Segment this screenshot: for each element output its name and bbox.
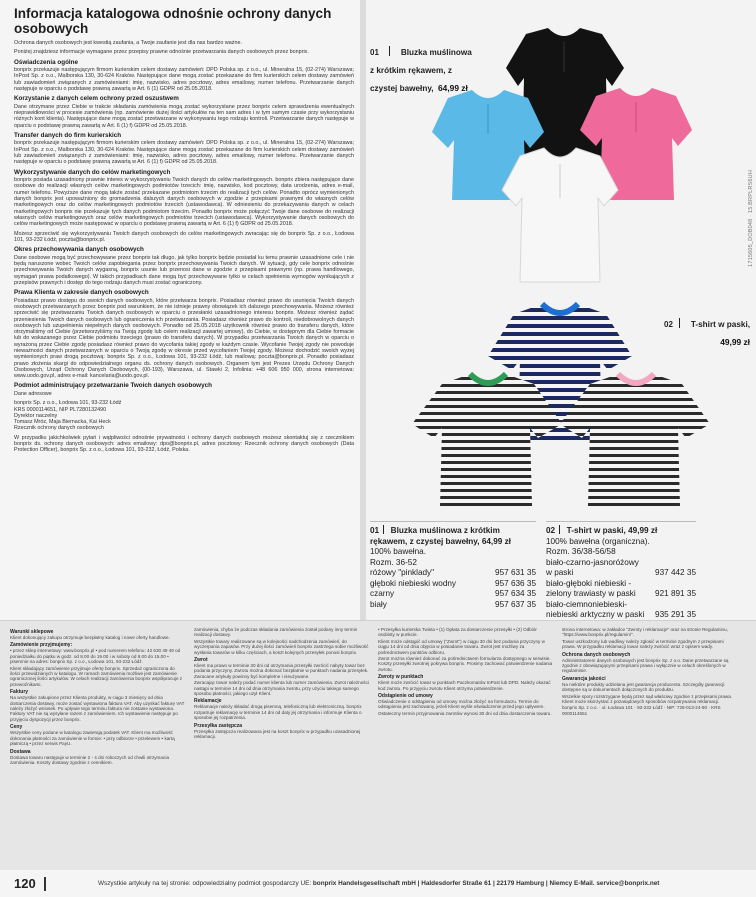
section-heading: Prawa Klienta w zakresie danych osobowych [14,289,149,297]
terms-heading: Zamówienie przyjmujemy: [10,642,73,649]
variant-code: 957 631 35 [495,568,536,577]
variant-code: 957 634 35 [495,589,536,598]
terms-text: Klient może odstąpić od umowy ("Zwrot") w ciągu 30 dni bez podania przyczyny w ciągu 14 dni od dnia objęcia w posiadanie towaru. Zwrot jest możliwy za pośrednictwem punktów odbioru. [378,638,545,655]
variant-name: biało-czarno-jasnoróżowy w paski [546,557,639,577]
terms-text: Administratorem danych osobowych jest bonprix Sp. z o.o. Dane przetwarzane są zgodnie z obowiązującymi przepisami prawa i wyłącznie w celach określonych w regulaminie. [562,657,729,674]
terms-text: Klient składający zamówienie przyjmuje ofertę bonprix. Sprzedaż ograniczona do ilości przewidzianych w katalogu. W ramach zamówienia możliwe jest zamówienie ograniczonej ilości artykułów. W celach realizacji zamówienia bonprix współpracuje z przewoźnikami. [10,665,183,687]
detail-1-number: 01 [370,526,380,535]
terms-band [0,620,756,870]
terms-text: Dostawa towaru następuje w terminie 2 - 4 dni roboczych od chwili otrzymania zamówienia. Koszty dostawy zgodnie z cennikiem. [10,754,170,765]
variant-code: 935 291 35 [655,610,696,619]
variant-name: biały [370,599,387,609]
section-heading: Wykorzystywanie danych do celów marketingowych [14,168,171,176]
variant-row [546,600,696,621]
terms-heading: Warunki sklepowe [10,629,54,635]
closing-paragraph: W przypadku jakichkolwiek pytań i wątpliwości odnośnie prywatności i ochrony danych osobowych możesz skontaktuj się z rzecznikiem bonprix ds. ochrony danych osobowych: adres emailowy: dpo@bonprix.pl, adres pocztowy: Rzecznik ochrony danych osobowych (Data Protection Officer), bonprix Sp. z o.o., Łodowa 101, 93-232, Łódź, Polska. [14,434,354,454]
section-heading: Okres przechowywania danych osobowych [14,246,144,254]
detail-2-number: 02 [546,526,556,535]
terms-text: Na wszystkie zakupione przez Klienta produkty, w ciągu 3 miesięcy od dnia dostarczenia dostawy, może zostać wystawiona faktura VAT. Aby uzyskać fakturę VAT należy złożyć wniosek. Po upływie tego terminu faktura nie zostanie wystawiona. Faktury VAT nie są wysyłane razem z zamówieniem. Ich wystawienie następuje po przyjęciu dyspozycji przez bonprix. [10,695,185,722]
terms-text: Klient ma prawo w terminie 30 dni od otrzymania przesyłki zwrócić nabyty towar bez podania przyczyny. Zwrotu można dokonać bezpłatnie w punktach nadania przesyłek. Zwracane artykuły powinny być kompletne i nieużywane. [194,663,369,679]
detail-2-material: 100% bawełna (organiczna). [546,536,650,546]
terms-text: Klient może zwrócić towar w punktach Paczkomatów InPost lub DPD. Należy okazać kod zwrotu. Po przyjęciu zwrotu Klient otrzyma potwierdzenie. [378,680,551,691]
terms-heading: Gwarancja jakości [562,675,606,682]
product-1-details [370,521,536,610]
terms-text: • przez sklep internetowy: www.bonprix.pl • pod numerem telefonu: 42 630 49 49 od poniedziałku do piątku w godz. od 8.00 do 19.00 i w soboty od 9.00 do 15.00 • pisemnie na adres: bonprix Sp. z o.o., Łodowa 101, 93-232 Łódź. [10,648,181,665]
variant-code: 937 442 35 [655,568,696,577]
terms-column-2 [194,627,370,863]
variant-code: 957 637 35 [495,599,536,609]
variant-name: różowy "pinklady" [370,568,435,577]
variant-row [370,579,536,590]
product-2-details [546,521,696,621]
terms-text: Ostateczny termin przyjmowania zwrotów wynosi 30 dni od dnia dostarczenia towaru. [378,710,552,716]
terms-text: Wszystkie towary realizowane są w kolejności nadchodzenia zamówień, do wyczerpania zapasów. Przy dużej ilości zamówień bonprix zastrzega sobie możliwość wysłania towarów w kilku częściach, a koszt kolejnych przesyłek ponosi bonprix. [194,638,369,655]
terms-heading: Zwroty w punktach [378,674,424,681]
terms-column-4 [562,627,738,863]
variant-row [370,568,536,579]
footer-legal-text [98,880,659,887]
product-2-name: T-shirt w paski, [690,320,750,329]
terms-text: Zwracając towar należy podać numer klienta lub numer zamówienia. Zwrot należności nastąpi w terminie 14 dni od dnia otrzymania zwrotu, przy użyciu takiego samego sposobu płatności, jakiego użył Klient. [194,680,369,697]
detail-1-material: 100% bawełna. [370,547,426,556]
section-text: Dane adresowe [14,390,52,397]
intro-paragraph: Poniżej znajdziesz informacje wymagane przez przepisy prawne odnośnie przetwarzania danych osobowych przez bonprix. [14,49,309,56]
intro-paragraph: Ochrona danych osobowych jest kwestią zaufania, a Twoje zaufanie jest dla nas bardzo ważne. [14,40,242,46]
detail-1-title: Bluzka muślinowa z krótkim rękawem, z czystej bawełny, [370,526,500,546]
product-area [366,0,756,620]
privacy-sections [14,59,354,398]
privacy-info-column [14,6,354,618]
product-1-number: 01 [370,48,379,57]
detail-2-sizes: Rozm. 36/38-56/58 [546,547,616,556]
terms-text: • Przesyłka kurierska Twista • (1) Opłata za dostarczenie przesyłki • (2) Odbiór osobisty w punkcie. [378,627,537,638]
product-2-number: 02 [664,320,673,329]
terms-text: Oświadczenie o odstąpieniu od umowy można złożyć na formularzu. Termin do odstąpienia jest zachowany, jeżeli Klient wyśle oświadczenie przed jego upływem. [378,699,545,710]
section-heading: Korzystanie z danych celem ochrony przed oszustwem [14,95,179,103]
page-footer [0,870,756,897]
terms-column-1 [10,627,186,863]
terms-text: Wszystkie ceny podane w katalogu zawierają podatek VAT. Klient ma możliwość dokonania płatności za zamówienie w formie: • przy odbiorze • przelewem • kartą płatniczą • przez serwis PayU. [10,730,175,747]
section-heading: Oświadczenia ogólne [14,58,79,66]
terms-heading: Zwrot [194,657,208,664]
detail-2-variants [546,558,696,621]
terms-heading: Dostawa [10,748,31,755]
address-line: bonprix Sp. z o.o., Łodowa 101, 93-232 Łódź [14,400,122,407]
section-text: Możesz sprzeciwić się wykorzystywaniu Twoich danych osobowych do celów marketingowych zwracając się do bonprix Sp. z o.o., Łodowa 101, 93-232 Łódź, poczta@bonprix.pl. [14,230,354,243]
variant-row [546,579,696,600]
address-line: Tomasz Mróz, Maja Biernacka, Kai Heck [14,419,111,426]
section-text: Posiadasz prawo dostępu do swoich danych osobowych, które przetwarza bonprix. Posiadasz również prawo do usunięcia Twoich danych osobowych przetwarzanych przez bonprix pod warunkiem, że nie istnieje prawny obowiązek ich dalszego przechowywania. Możesz również sprzeciwić się przetwarzaniu Twoich danych osobowych w oparciu o przesłanki uzasadnionego interesu bonprix. Możesz również żądać przeniesienia Twoich danych osobowych lub ograniczenia ich przetwarzania. Posiadasz również prawo do kontroli, niedobrowolnych danych osobowych lub uzupełnienia niepełnych danych osobowych. Ponadto od 25.05.2018 użytkownik również prawo do transferu danych, które otrzymaliśmy od Ciebie (przetworzyliśmy na Twoją zgodę lub celem realizacji zawartej umowy), do Ciebie, w dostępnym dla Ciebie formacie lub do wskazanego przez Ciebie podmiotu trzeciego (prawo do transferu danych). W przypadku przetwarzania Twoich danych w oparciu o wyrażoną przez Ciebie zgodę posiadasz również prawo do wycofania takiej zgody w każdym czasie. Wycofanie Twojej zgody nie powoduje nieważności danych przetwarzanych w oparciu o Twoją zgodę w okresie przed wycofaniem Twojej zgody. Możesz dochodzić swoich wyżej wymienionych praw drogą pocztową: bonprix Sp. z o.o., Łodowa 101, 93-232 Łódź, lub mailową: poczta@bonprix.pl. Ponadto posiadasz prawo złożenia skargi do odpowiedzialnego organu ds. ochrony danych osobowych. Organem tym jest Prezes Urzędu Ochrony Danych Osobowych, Urząd Ochrony Danych Osobowych, (00-193), Warszawa, ul. Stawki 2, Infolinia: +48 606 950 000, strona internetowa: www.uodo.gov.pl, adres e-mail: kancelaria@uodo.gov.pl. [14,297,354,380]
footer-prefix: Wszystkie artykuły na tej stronie: odpowiedzialny podmiot gospodarczy UE: [98,880,312,887]
address-line: Dyrektor naczelny [14,412,58,419]
terms-heading: Przesyłka zastępcza [194,722,243,729]
terms-text: Przesyłka zastępcza realizowana jest na koszt bonprix w przypadku uzasadnionej reklamacji. [194,728,361,740]
section-heading: Podmiot administrujący przetwarzanie Twoich danych osobowych [14,382,212,390]
blouse-group-image [424,28,694,288]
section-text: Dane otrzymane przez Ciebie w trakcie składania zamówienia mogą zostać wykorzystane przez bonprix celem sprawdzenia ewentualnych nieprawidłowości w procesie zamówienia (np. zamówienie dużej ilości artykułów na ten sam adres i w tym samym czasie przy wykorzystaniu różnych kont klienta). Następujące dane mogą zostać przetwarzane w wykonywaniu tego rodzaju kontroli. Przetwarzanie danych następuje w oparciu o podstawę prawną zawartą w Art. 6 (1) f) GDPR od 25.05.2018. [14,103,354,129]
page-number: 120 [14,876,36,891]
product-1-price: 64,99 zł [438,83,468,93]
section-text: Dane osobowe mogą być przechowywane przez bonprix tak długo, jak tylko bonprix będzie posiadał ku temu prawnie uzasadnione cele i nie będą naruszone wobec Twoich celów zapobiegania przez bonprix przechowywania Twoich danych. W sytuacji, gdy cele bonprix odnośnie przechowywania Twoich danych wygasną, bonprix usunie lub przenosi dane w zgodzie z przepisami prawnymi (np. prawa handlowego, wymagań prawa podatkowego). W takich przypadkach dane mogą być przechowywane tylko w celach spełnienia wymogów wynikających z przepisów prawnych i dostęp do tego rodzaju danych musi zostać ograniczony. [14,254,354,286]
detail-1-sizes: Rozm. 36-52 [370,557,417,567]
terms-heading: Faktury [10,689,29,696]
detail-2-price: 49,99 zł [628,526,658,535]
product-2-price: 49,99 zł [720,337,750,347]
detail-1-variants [370,568,536,610]
variant-name: czarny [370,589,395,598]
variant-name: biało-ciemnoniebieski-niebieski arktyczny w paski [546,599,645,619]
terms-text: Klient dokonujący zakupu otrzymuje bezpłatny katalog i nowe oferty handlowe. [10,635,170,640]
detail-2-title: T-shirt w paski, [566,526,626,535]
terms-text: strona internetowa: w zakładce "Zwroty i reklamacje" oraz na stronie Regulaminu, "https://www.bonprix.pl/regulamin/". [562,627,728,638]
footer-company: bonprix Handelsgesellschaft mbH | Haldesdorfer Straße 61 | 22179 Hamburg | Niemcy E-Mail. service@bonprix.net [312,880,660,887]
page-number-divider [44,877,46,891]
section-heading: Transfer danych do firm kurierskich [14,131,122,139]
tshirt-group-image [410,300,710,510]
terms-text: Na niektóre produkty udzielana jest gwarancja producenta. Szczegóły gwarancji dostępne są w dokumentach dołączonych do produktu. [562,681,725,693]
terms-text: bonprix Sp. z o.o. · ul. Łodowa 101 · 93-232 Łódź · NIP: 728-013-24-90 · KRS 0000114651 [562,705,721,716]
product-1-name: Bluzka muślinowa z krótkim rękawem, z czystej bawełny, [370,48,472,93]
variant-name: biało-głęboki niebieski - zielony trawiasty w paski [546,578,636,598]
terms-text: Wszelkie spory rozstrzygane będą przez sąd właściwy zgodnie z przepisami prawa. Klient może skorzystać z pozasądowych sposobów rozpatrywania reklamacji. [562,693,733,705]
variant-row [370,600,536,611]
terms-heading: Reklamacje [194,698,222,705]
section-text: bonprix przekazuje następującym firmom kurierskim celem dostawy zamówień: DPD Polska sp. z o.o., ul. Mineralna 15, (02-274) Warszawa; InPost Sp. z o.o., Malborska 130, 30-624 Kraków. Następujące dane mogą zostać przekazane do firm kurierskich celem dostawy zamówień lub zawiadomień związanych z zamówieniami: imię, nazwisko, adres pocztowy, adres emailowy, numer telefonu. Przetwarzanie danych następuje w oparciu o podstawę prawną zawartą w Art. 6 (1) GDPR od 25.05.2018. [14,67,354,92]
address-block [14,400,354,431]
terms-text: Zwrot można również dokonać za pośrednictwem formularza dostępnego w serwisie. Koszty przesyłki zwrotnej pokrywa bonprix. Prosimy zachować potwierdzenie nadania zwrotu. [378,656,553,672]
terms-text: Towar uszkodzony lub wadliwy należy zgłosić w terminie zgodnym z przepisami prawa. W przypadku reklamacji towar należy zwrócić wraz z opisem wady. [562,638,724,650]
address-line: KRS 0000114651, NIP PL7280132490 [14,406,107,413]
page-title: Informacja katalogowa odnośnie ochrony danych osobowych [14,6,332,36]
section-text: bonprix posiada uzasadniony prawnie interes w wykorzystywaniu Twoich danych do celów marketingowych. bonprix zbiera następujące dane osobowe do realizacji własnych celów marketingowych podmiotów trzecich: imię, nazwisko, kod pocztowy, data urodzenia, adres e-mail, numer telefonu. Powyższe dane mogą także zostać przekazane podmiotom trzecim do realizacji tych celów. Ponadto oprócz wymienionych danych bonprix jest upoważniony do gromadzenia dalszych danych osobowych w zgodzie z przepisami prawnymi do własnych celów marketingowych oraz do celów marketingowych podmiotów trzecich (ustawodawca). W odniesieniu do przekazywania danych w celach marketingowych bonprix nie przekazuje tych danych podmiotom trzecim. Ponadto bonprix może połączyć Twoje dane osobowe do realizacji własnych celów marketingowych oraz celów marketingowych podmiotów trzecich (ustawodawca). Wykorzystywanie danych osobowych do celów marketingowych może następować w oparciu o podstawę prawną zawartą w Art. 6 (1) f) GDPR od 25.05.2018. [14,177,354,228]
terms-column-3 [378,627,554,863]
catalog-side-code: 1715605_DOB048 · 15.BRPLRS6UH [748,170,754,267]
detail-1-price: 64,99 zł [481,536,511,546]
variant-row [546,558,696,579]
terms-heading: Ceny [10,724,23,731]
address-line: Rzecznik ochrony danych osobowych [14,425,104,432]
section-text: bonprix przekazuje następującym firmom kurierskim celem dostawy zamówień: DPD Polska sp. z o.o., ul. Mineralna 15, (02-274) Warszawa; InPost Sp. z o.o., Malborska 130, 30-624 Kraków. Następujące dane mogą zostać przekazane do firm kurierskich celem dostawy zamówień lub zawiadomień związanych z zamówieniami: imię, nazwisko, adres pocztowy, adres emailowy, numer telefonu. Przetwarzanie danych następuje w oparciu o podstawę prawną zawartą w Art. 6 (1) f) GDPR od 25.05.2018. [14,140,354,166]
variant-row [370,589,536,600]
variant-code: 957 636 35 [495,578,536,588]
variant-code: 921 891 35 [655,589,696,598]
terms-text: Reklamacje należy składać drogą pisemną, telefoniczną lub elektroniczną. bonprix rozpatruje reklamację w terminie 14 dni od daty jej otrzymania i informuje Klienta o sposobie jej rozpatrzenia. [194,704,362,721]
terms-text: zamówienia, chyba że podczas składania zamówienia został podany inny termin realizacji dostawy. [194,627,358,638]
variant-name: głęboki niebieski wodny [370,578,457,588]
white-blouse-image [502,148,618,282]
terms-heading: Odstąpienie od umowy [378,693,433,700]
terms-heading: Ochrona danych osobowych [562,651,631,658]
